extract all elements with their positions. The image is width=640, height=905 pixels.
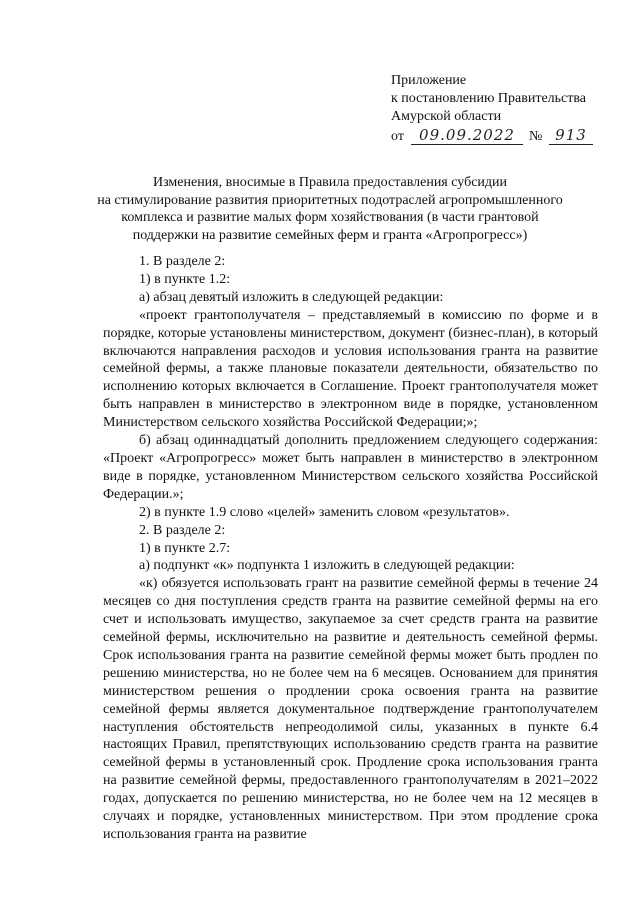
annex-date-number: [391, 126, 631, 148]
annex-line-1: Приложение: [391, 73, 467, 88]
paragraph-8: 1) в пункте 2.7:: [139, 540, 231, 556]
title-line-3: комплекса и развитие малых форм хозяйствования (в части грантовой: [121, 210, 539, 225]
paragraph-9: а) подпункт «к» подпункта 1 изложить в следующей редакции:: [139, 558, 515, 574]
title-line-2: на стимулирование развития приоритетных подотраслей агропромышленного: [97, 192, 563, 208]
annex-number-handwritten: 913: [549, 126, 593, 145]
document-body: [103, 253, 598, 844]
paragraph-6: 2) в пункте 1.9 слово «целей» заменить словом «результатов».: [139, 504, 510, 520]
paragraph-4: «проект грантополучателя – представляемый в комиссию по форме и в порядке, которые установлены министерством, документ (бизнес-план), в который включаются направления расходов и условия использования гранта на развитие семейной фермы, а также плановые показатели деятельности, обязательство по исполнению которых включается в Соглашение. Проект грантополучателя может быть направлен в министерство в электронном виде в порядке, установленном Министерством сельского хозяйства Российской Федерации;»;: [103, 307, 598, 431]
paragraph-5: б) абзац одиннадцатый дополнить предложением следующего содержания: «Проект «Агропрогресс» может быть направлен в министерство в электронном виде в порядке, установленном Министерством сельского хозяйства Российской Федерации.»;: [103, 433, 598, 502]
annex-line-3: Амурской области: [391, 109, 502, 124]
paragraph-7: 2. В разделе 2:: [139, 522, 226, 538]
title-line-1: Изменения, вносимые в Правила предоставления субсидии: [152, 175, 508, 190]
paragraph-2: 1) в пункте 1.2:: [139, 271, 231, 287]
paragraph-10: «к) обязуется использовать грант на развитие семейной фермы в течение 24 месяцев со дня поступления средств гранта на развитие семейной фермы на его счет и использовать имущество, закупаемое за счет средств гранта на развитие семейной фермы, исключительно на развитие и деятельность семейной фермы. Срок использования гранта на развитие семейной фермы может быть продлен по решению министерства, но не более чем на 6 месяцев. Основанием для принятия министерством решения о продлении срока освоения гранта на развитие семейной фермы является документальное подтверждение грантополучателем наступления обстоятельств непреодолимой силы, указанных в пункте 6.4 настоящих Правил, препятствующих использованию средств гранта на развитие семейной фермы в установленный срок. Продление срока использования гранта на развитие семейной фермы, предоставленного грантополучателям в 2021–2022 годах, допускается по решению министерства, но не более чем на 12 месяцев в случаях и порядке, установленных министерством. При этом продление срока использования гранта на развитие: [103, 576, 598, 842]
document-title: [90, 174, 570, 244]
paragraph-3: а) абзац девятый изложить в следующей редакции:: [139, 289, 444, 305]
annex-from-label: от: [391, 129, 404, 144]
annex-block: [391, 72, 631, 148]
paragraph-1: 1. В разделе 2:: [139, 254, 226, 269]
annex-number-label: №: [529, 129, 543, 144]
annex-line-2: к постановлению Правительства: [391, 91, 587, 106]
title-line-4: поддержки на развитие семейных ферм и гранта «Агропрогресс»): [132, 227, 528, 243]
annex-date-handwritten: 09.09.2022: [411, 126, 523, 145]
